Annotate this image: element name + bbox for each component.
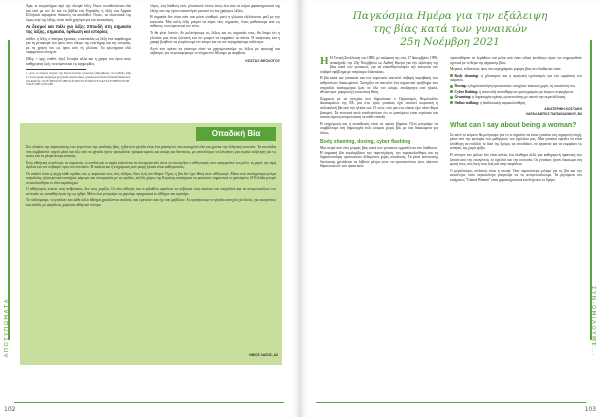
article-title-line-1: Παγκόσμια Ημέρα για την εξάλειψη: [352, 10, 548, 22]
right-col1-paragraph-4: Η ενημέρωση και η εκπαίδευση είναι τα πρώτα βήματα. Όλοι μπορούμε να συμβάλουμε στη δημιουργία ενός κόσμου χωρίς βία, με ίσα δικαιώματα για όλους.: [320, 121, 438, 135]
term-item: [450, 84, 582, 89]
drop-cap: Η: [320, 55, 329, 67]
right-col2-paragraph-2: Μερικοί, ενδεικτικά, όροι που περιγράφουν μορφές βίας στο διαδίκτυο είναι:: [450, 67, 562, 72]
term-description: η χλευασμός και η αρνητική σχολιασμός για την εμφάνιση του σώματος.: [450, 73, 582, 83]
bullet-icon: [450, 74, 453, 77]
right-col1-paragraph-3: Σύμφωνα με τα στοιχεία που δημοσίευσε ο Οργανισμός Θεμελιωδών Δικαιωμάτων της ΕΕ, μία στις τρεις γυναίκες έχει υποστεί σωματική ή σεξουαλική βία από την ηλικία των 15 ετών, ενώ μία στις είκοσι έχει πέσει θύμα βιασμού. Τα ποσοστά αυτά αποδεικνύουν ότι το φαινόμενο είναι ευρύτατο και απαιτεί άμεση αντιμετώπιση σε κάθε επίπεδο.: [320, 96, 438, 120]
article-title-line-2: της βίας κατά των γυναικών: [372, 23, 528, 35]
term-label: Grooming:: [454, 95, 472, 100]
left-top-col2-paragraph-3: Τι θα γίνει λοιπόν; Αν μελετήσουμε τις λέξεις και τις σημασίες τους, θα δούμε ότι η γλώσσα μας είναι ζωντανή και ότι μπορεί να εκφράσει τα πάντα. Η ανάγνωση και η γραφή βοηθούν να γνωρίσουμε τον κόσμο και να τον περιγράψουμε καλύτερα.: [150, 30, 280, 45]
article-date: 25η Νοέμβρη 2021: [400, 36, 500, 48]
box-paragraph-4: Ο αθλητισμός ενώνει τους ανθρώπους, δεν τους χωρίζει. Οι νέοι αθλητές και οι φίλαθλοι οφείλουν να σέβονται τους κανόνες του παιχνιδιού και να αντιμετωπίζουν τον αντίπαλο ως συναθλητή και όχι ως εχθρό. Μόνο έτσι μπορούμε να χαρούμε πραγματικά το άθλημα που αγαπάμε.: [26, 187, 276, 196]
bullet-icon: [450, 90, 453, 93]
box-paragraph-2: Στην αθλητική κοινότητα, τα σωματεία, οι οπαδοί και οι αρχές καλούνται να συνεργαστούν ώστε να επιστρέψει ο αθλητισμός στον πραγματικό του ρόλο: τη χαρά, την υγιή άμιλλα και τον σεβασμό προς τον αντίπαλο. Η παιδεία και η ενημέρωση από μικρή ηλικία είναι καθοριστικές.: [26, 160, 276, 169]
right-col1-paragraph-5: Μια σειρά από νέες μορφές βίας κατά των γυναικών εμφανίζεται στο διαδίκτυο. Η ψηφιακή βία περιλαμβάνει την παρενόχληση, την παρακολούθηση και τη δημοσιοποίηση προσωπικών δεδομένων χωρίς συναίνεση. Τα μέσα κοινωνικής δικτύωσης χρειάζεται να λάβουν μέτρα ώστε να προστατεύουν όσες πέφτουν θύματα αυτών των πρακτικών.: [320, 146, 438, 169]
article-title-block: [320, 10, 580, 49]
left-top-col2-paragraph-2: Η σημασία δεν είναι κάτι που μένει σταθερό, γιατί η γλώσσα εξελίσσεται μαζί με την κοινωνία. Μια απλή λέξη μπορεί να πάρει νέες σημασίες, όπως μαθαίνουμε από τις εκθέσεις, τα κείμενα και τον τύπο.: [150, 15, 280, 29]
terms-list: [450, 74, 582, 106]
term-description: η αποστολή ανεπιθύμητων φωτογραφιών με άσεμνο περιεχόμενο.: [479, 89, 575, 94]
term-description: η διαδικτυακή παρακολούθηση.: [480, 100, 527, 105]
right-col2-signature: ΑΙΚΑΤΕΡΙΝΗ ΚΩΣΤΑΚΗ ΧΑΡΑΛΑΜΠΟΣ ΠΑΠΑΙΩΑΝΝΟΥ, Β3: [525, 107, 582, 116]
left-top-col1-paragraph-3: [Μεγ. + αρχ. επιθέτ. όψι]. Ιστορία αλλά και η χρήση του όρου στην καθημερινή ζωή, τα κείμενα και τις εφημερίδες.: [26, 56, 131, 66]
right-column-1: [320, 56, 438, 169]
right-col2-paragraph-4: Η ισότητα των φύλων δεν είναι απλώς ένα σύνθημα αλλά μια καθημερινή πρακτική που ξεκινά από την οικογένεια, το σχολείο και την κοινωνία. Οι γυναίκες έχουν δικαίωμα στη φωνή τους, στη δική τους ζωή και στην ασφάλεια.: [450, 152, 582, 167]
sidebar-box-title: Οπαδική Βία: [196, 127, 276, 141]
sidebar-box-signature: ΝΙΚΟΣ ΛΑΖΟΣ, Α2: [249, 353, 278, 357]
right-footer-rule: [316, 402, 586, 403]
bullet-icon: [450, 96, 453, 99]
left-top-signature: ΚΩΣΤΑΣ ΘΕΟΛΟΓΟΥ: [245, 58, 280, 63]
right-page: [300, 0, 600, 417]
bullet-icon: [450, 85, 453, 88]
right-col1-paragraph-2: Η βία κατά των γυναικών και των κοριτσιών αποτελεί σοβαρή παραβίαση των ανθρωπίνων δικαιωμάτων. Συνεχίζει να αποτελεί ένα σημαντικό πρόβλημα που επηρεάζει εκατομμύρια ζωές σε όλο τον κόσμο, ανεξάρτητα από ηλικία, εθνικότητα, μόρφωση ή κοινωνική θέση.: [320, 76, 438, 95]
right-column-2: [450, 56, 582, 182]
box-paragraph-5: Το ποδόσφαιρο, το μπάσκετ και κάθε άλλο άθλημα χρειάζονται οπαδούς που εμπνέουν και όχι που φοβίζουν. Ας κρατήσουμε τα γήπεδα ανοιχτά για όλους, για οικογένειες και παιδιά, με ασφάλεια, χαρά και αθλητικό πνεύμα.: [26, 198, 276, 207]
right-section-label: ΣΥΝ-ΟΜΙΛΟΥΜΕ...: [590, 285, 596, 357]
left-top-column-2: [150, 4, 280, 64]
left-side-bar: [8, 40, 10, 340]
term-label: Cyber flashing:: [454, 89, 479, 94]
right-col1-paragraph-1: [320, 56, 438, 74]
left-top-col2-paragraph-1: λόγος, στη διάθεση ενός γλωσσικού τύπου όπως ένα από τα κύρια χαρακτηριστικά της λέξης που την έχουν καταστήσει μια από τις πιο χρήσιμες λέξεις.: [150, 4, 280, 13]
term-item: [450, 74, 582, 83]
left-top-column-1: [26, 4, 131, 87]
left-section-label: ΑΠΟΤΥΠΩΜΑΤΑ: [4, 297, 10, 357]
term-label: Body shaming:: [454, 73, 479, 78]
term-label: Doxing:: [454, 83, 467, 88]
sidebar-box-text: [26, 145, 276, 207]
term-label: Online stalking:: [454, 100, 480, 105]
term-item: [450, 90, 582, 95]
left-top-col2-paragraph-4: Αυτό που πρέπει να κάνουμε είναι να χρησιμοποιούμε τις λέξεις με προσοχή και σεβασμό, για να μεταφέρουμε το νόημα που θέλουμε με ακρίβεια.: [150, 46, 280, 56]
left-top-col1-paragraph-1: Άρα, οι επιγαστήρια περί την πλευρά λέξη. Όσων τοποθετούνται εδώ και εκεί με τον 2ο και τα βιβλία του Ευριπίδη, η λέξη στα Αρχαία Ελληνικά παραμένει δύσκολη να αποδοθεί. Όσων, τα συστατικά της όμως περί της λέξης, είναι πολύ χρήσιμα για την κατανόηση.: [26, 4, 131, 22]
footnote-rule: [26, 69, 86, 70]
right-col2-section-heading: What can I say about being a woman?: [450, 121, 577, 129]
right-col1-section-heading: Body shaming, doxing, cyber flashing: [320, 138, 411, 145]
term-description: η δημοσιοποίηση προσωπικών στοιχείων κάποιου χωρίς τη συναίνεσή του.: [467, 83, 576, 88]
term-description: η δημιουργία σχέσης εμπιστοσύνης με σκοπό την εκμετάλλευση.: [472, 95, 567, 100]
right-col1-paragraph-1-text: Η Γενική Συνέλευση του ΟΗΕ, με απόφασή της στις 17 Δεκεμβρίου 1999, ανακήρυξε την 25η Νοεμβρίου ως Διεθνή Ημέρα για την εξάλειψη της βίας κατά των γυναικών, για να ευαισθητοποιήσει την κοινωνία στο σοβαρό πρόβλημα με παγκόσμιο διαστάσεις.: [320, 56, 438, 74]
bullet-icon: [450, 101, 453, 104]
left-top-col1-paragraph-2: επιθετ. η λέξη, ο πατέρας έχουσας, ο κατοικίας ως λέξη ένα παράδειγμα για τη μεταφορά του όρου στον κόσμο της επιστήμης και της ιστορίας, με τη χρήση του ως όρου από τη γλώσσα. Τα ερωτήματα εδώ παραμένουν ανοιχτά.: [26, 36, 131, 55]
footnote: 1. Από το πλήρες Λεξικό της Νεοελληνικής γλώσσας (Πρόσβαση: 31.3.2022). https://www.greek-language.gr/greekLang/modern_greek/tools/lexica/triantafyllides/search.html?lq=%CE%B4%CE%B9%CE%B1%CF%84%CE%AF%CE%B8%CE%B5%CE%BC%CE%B1: [26, 70, 131, 87]
right-col2-paragraph-5: Ο μεγαλύτερος κίνδυνος είναι η σιωπή. Όσο περισσότερο μιλάμε για τη βία και την ανισότητα, τόσο περισσότερο μπορούμε να τις αντιμετωπίσουμε. Τα μηνύματα του κινήματος "United Women" είναι χαρακτηριστικά και δείχνουν το δρόμο.: [450, 168, 582, 182]
term-item: [450, 95, 582, 100]
left-footer-rule: [14, 402, 284, 403]
left-top-col1-subheading: Αι δεσμοί και πάλι για λέξη: Σπουδή στη σημασία της λέξης, σημασία, όρθωση και ιστορίας: [26, 24, 131, 34]
left-page-number: 102: [4, 406, 16, 413]
box-paragraph-3: Οι οπαδοί είναι η ψυχή κάθε ομάδας και η παρουσία τους στις εξέδρες δίνει ζωή στο θέαμα. Όμως η βία δεν έχει θέση στον αθλητισμό. Μέσα από αυστηρότερα μέτρα ασφαλείας, ηλεκτρονικά εισιτήρια, κάμερες και συνεργασία με τις ομάδες, πολλές χώρες της Ευρώπης κατάφεραν να μειώσουν σημαντικά το φαινόμενο. Η Ελλάδα μπορεί να ακολουθήσει το ίδιο παράδειγμα.: [26, 171, 276, 185]
right-page-number: 103: [584, 406, 596, 413]
right-col2-paragraph-3: Σε αυτό το κείμενο θα μιλήσουμε για το τι σημαίνει να είσαι γυναίκα στη σημερινή εποχή, μέσα από την εμπειρία των μαθητριών του σχολείου μας. Μια γυναίκα οφείλει να είναι ελεύθερη να επιλέξει το δικό της δρόμο, να σπουδάσει, να εργαστεί και να εκφράσει τις απόψεις της χωρίς φόβο.: [450, 132, 582, 151]
term-item: [450, 101, 582, 106]
box-paragraph-1: Στο πλαίσιο της παρουσίασης των γεγονότων της οπαδικής βίας, η βία στα γήπεδα είναι ένα φαινόμενο που απασχολεί εδώ και χρόνια την ελληνική κοινωνία. Τα επεισόδια που συμβαίνουν συχνά μέσα και έξω από τα γήπεδα έχουν προκαλέσει τραυματισμούς και ακόμη και θανάτους, με αποτέλεσμα να ξεκινήσει μια ευρεία συζήτηση για τις αιτίες και τα μέτρα αντιμετώπισης.: [26, 145, 276, 158]
right-col2-paragraph-1: προσπάθησαν να ξεμάθουν και μέσα από έναν ειδικό κατάλογο όρων να ενημερωθούν σχετικά με το θέμα της ψηφιακής βίας.: [450, 56, 582, 65]
